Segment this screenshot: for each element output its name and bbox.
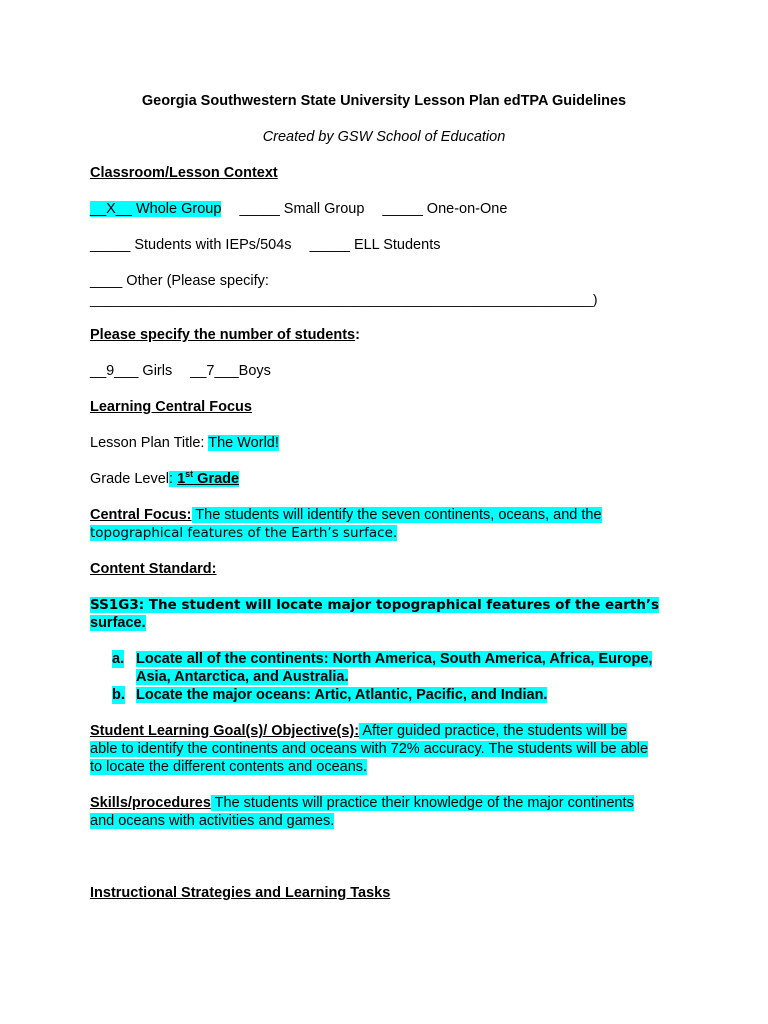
central-focus-line-2 [90, 524, 397, 542]
other-specify-blank: _________________________________________________________________) [90, 291, 598, 307]
one-on-one-option: _____ One-on-One [382, 201, 508, 217]
students-count-label: Please specify the number of students [90, 327, 356, 343]
special-needs-row [90, 236, 440, 254]
grade-level-label: Grade Level [90, 471, 169, 487]
ieps-option: _____ Students with IEPs/504s [90, 237, 292, 253]
central-focus-label: Central Focus: [90, 507, 192, 523]
learning-central-focus-heading: Learning Central Focus [90, 399, 252, 415]
list-marker: b. [112, 687, 125, 703]
instructional-strategies-heading: Instructional Strategies and Learning Tasks [90, 885, 391, 901]
document-subtitle: Created by GSW School of Education [262, 129, 506, 145]
standard-item-b [112, 686, 682, 704]
students-count-colon: : [355, 327, 360, 343]
skills-text-1: The students will practice their knowledge of the major continents [210, 795, 634, 811]
learning-goals-label: Student Learning Goal(s)/ Objective(s): [90, 723, 360, 739]
grade-ordinal: st [185, 469, 194, 480]
skills-line-2 [90, 812, 334, 830]
standard-text-1: SS1G3: The student will locate major topographical features of the earth’s [90, 597, 660, 613]
skills-label: Skills/procedures [90, 795, 211, 811]
standard-line-1 [90, 596, 659, 614]
grade-level-row [90, 470, 239, 488]
learning-goals-text-1: After guided practice, the students will be [359, 723, 627, 739]
learning-goals-line-3 [90, 758, 367, 776]
learning-goals-text-3: to locate the different contents and oceans. [90, 759, 368, 775]
lesson-plan-title-label: Lesson Plan Title: [90, 435, 209, 451]
list-item-text: Locate all of the continents: North America, South America, Africa, Europe, Asia, Antarctica, and Australia. [136, 651, 653, 685]
content-standard-heading: Content Standard: [90, 561, 217, 577]
lesson-plan-title-value: The World! [208, 435, 279, 451]
grade-word: Grade [193, 471, 240, 487]
students-count-heading [90, 326, 360, 344]
grouping-row [90, 200, 507, 218]
skills-text-2: and oceans with activities and games. [90, 813, 335, 829]
skills-line-1 [90, 794, 634, 812]
central-focus-line-1 [90, 506, 602, 524]
classroom-context-heading: Classroom/Lesson Context [90, 165, 278, 181]
girls-count: __9___ Girls [90, 363, 173, 379]
central-focus-text-1: The students will identify the seven continents, oceans, and the [191, 507, 602, 523]
standard-item-a [112, 650, 682, 686]
learning-goals-text-2: able to identify the continents and oceans with 72% accuracy. The students will be able [90, 741, 649, 757]
grade-level-colon: : [169, 471, 178, 487]
list-marker: a. [112, 651, 125, 667]
learning-goals-line-1 [90, 722, 627, 740]
document-title: Georgia Southwestern State University Lesson Plan edTPA Guidelines [141, 93, 627, 109]
ell-option: _____ ELL Students [309, 237, 441, 253]
grade-level-value [177, 471, 239, 487]
standard-line-2 [90, 614, 146, 632]
lesson-plan-title-row [90, 434, 279, 452]
grade-number: 1 [177, 471, 186, 487]
standard-text-2: surface. [90, 615, 146, 631]
small-group-option: _____ Small Group [239, 201, 365, 217]
boys-count: __7___Boys [190, 363, 271, 379]
list-item-text: Locate the major oceans: Artic, Atlantic, Pacific, and Indian. [136, 687, 548, 703]
students-count-row [90, 362, 271, 380]
learning-goals-line-2 [90, 740, 648, 758]
other-option: ____ Other (Please specify: [90, 273, 269, 289]
central-focus-text-2: topographical features of the Earth’s surface. [90, 525, 398, 541]
whole-group-option: __X__ Whole Group [90, 201, 222, 217]
